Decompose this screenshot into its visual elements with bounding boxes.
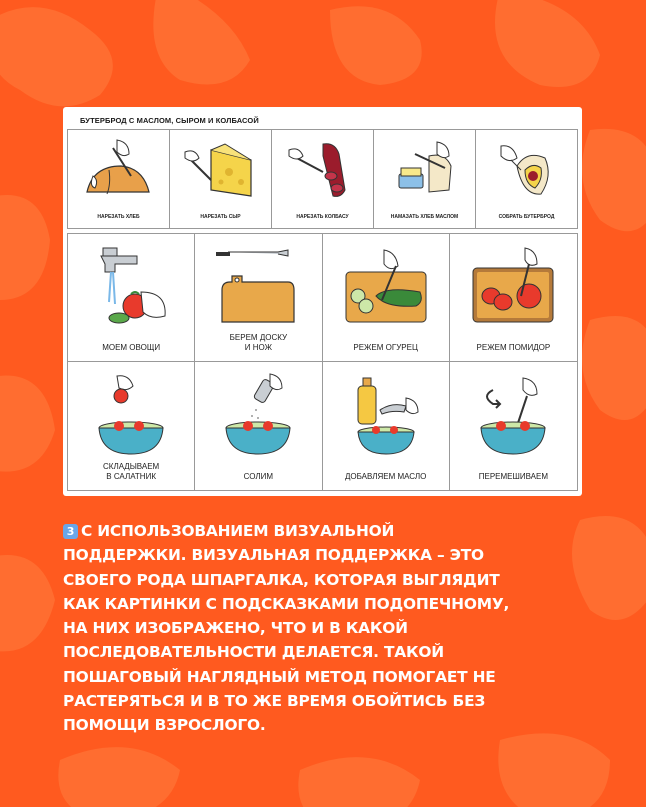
sandwich-steps-row: [67, 129, 578, 229]
stirring-icon: [463, 370, 563, 460]
step-label: БЕРЕМ ДОСКУ И НОЖ: [229, 333, 288, 352]
step-label: ПЕРЕМЕШИВАЕМ: [478, 472, 548, 481]
instruction-card: [63, 107, 582, 496]
slicing-bread-icon: [79, 136, 159, 206]
step-label: НАРЕЗАТЬ ХЛЕБ: [97, 214, 140, 220]
step-cell: [323, 234, 450, 362]
description-paragraph: [63, 519, 603, 738]
step-label: СОБРАТЬ БУТЕРБРОД: [498, 214, 555, 220]
description-text: С ИСПОЛЬЗОВАНИЕМ ВИЗУАЛЬНОЙ ПОДДЕРЖКИ. ВИЗУАЛЬНАЯ ПОДДЕРЖКА – ЭТО СВОЕГО РОДА ШПАРГАЛКА, КОТОРАЯ ВЫГЛЯДИТ КАК КАРТИНКИ С ПОДСКАЗКАМИ ПОДОПЕЧНОМУ, НА НИХ ИЗОБРАЖЕНО, ЧТО И В КАКОЙ ПОСЛЕДОВАТЕЛЬНОСТИ ДЕЛАЕТСЯ. ТАКОЙ ПОШАГОВЫЙ НАГЛЯДНЫЙ МЕТОД ПОМОГАЕТ НЕ РАСТЕРЯТЬСЯ И В ТО ЖЕ ВРЕМЯ ОБОЙТИСЬ БЕЗ ПОМОЩИ ВЗРОСЛОГО.: [63, 522, 510, 735]
slicing-sausage-icon: [283, 136, 363, 206]
step-cell: [476, 130, 577, 228]
step-cell: [68, 362, 195, 490]
step-cell: [195, 234, 322, 362]
cutting-tomato-icon: [463, 242, 563, 332]
step-cell: [374, 130, 476, 228]
step-label: СОЛИМ: [243, 472, 274, 481]
adding-oil-icon: [336, 370, 436, 460]
step-label: МОЕМ ОВОЩИ: [102, 343, 161, 352]
putting-in-bowl-icon: [81, 370, 181, 460]
step-cell: [68, 234, 195, 362]
assembling-sandwich-icon: [487, 136, 567, 206]
step-label: НАРЕЗАТЬ СЫР: [200, 214, 241, 220]
salad-steps-grid: [67, 233, 578, 491]
salting-icon: [208, 370, 308, 460]
slicing-cheese-icon: [181, 136, 261, 206]
step-cell: [450, 362, 577, 490]
step-cell: [170, 130, 272, 228]
step-cell: [68, 130, 170, 228]
card-title: БУТЕРБРОД С МАСЛОМ, СЫРОМ И КОЛБАСОЙ: [80, 116, 259, 125]
step-label: СКЛАДЫВАЕМ В САЛАТНИК: [103, 462, 160, 481]
step-label: НАРЕЗАТЬ КОЛБАСУ: [296, 214, 349, 220]
buttering-bread-icon: [385, 136, 465, 206]
step-cell: [323, 362, 450, 490]
board-and-knife-icon: [208, 242, 308, 332]
number-three-badge: 3: [63, 524, 78, 539]
washing-vegetables-icon: [81, 242, 181, 332]
step-label: РЕЖЕМ ОГУРЕЦ: [353, 343, 418, 352]
step-label: ДОБАВЛЯЕМ МАСЛО: [344, 472, 427, 481]
step-label: НАМАЗАТЬ ХЛЕБ МАСЛОМ: [390, 214, 459, 220]
step-cell: [272, 130, 374, 228]
step-cell: [450, 234, 577, 362]
cutting-cucumber-icon: [336, 242, 436, 332]
step-label: РЕЖЕМ ПОМИДОР: [476, 343, 551, 352]
step-cell: [195, 362, 322, 490]
